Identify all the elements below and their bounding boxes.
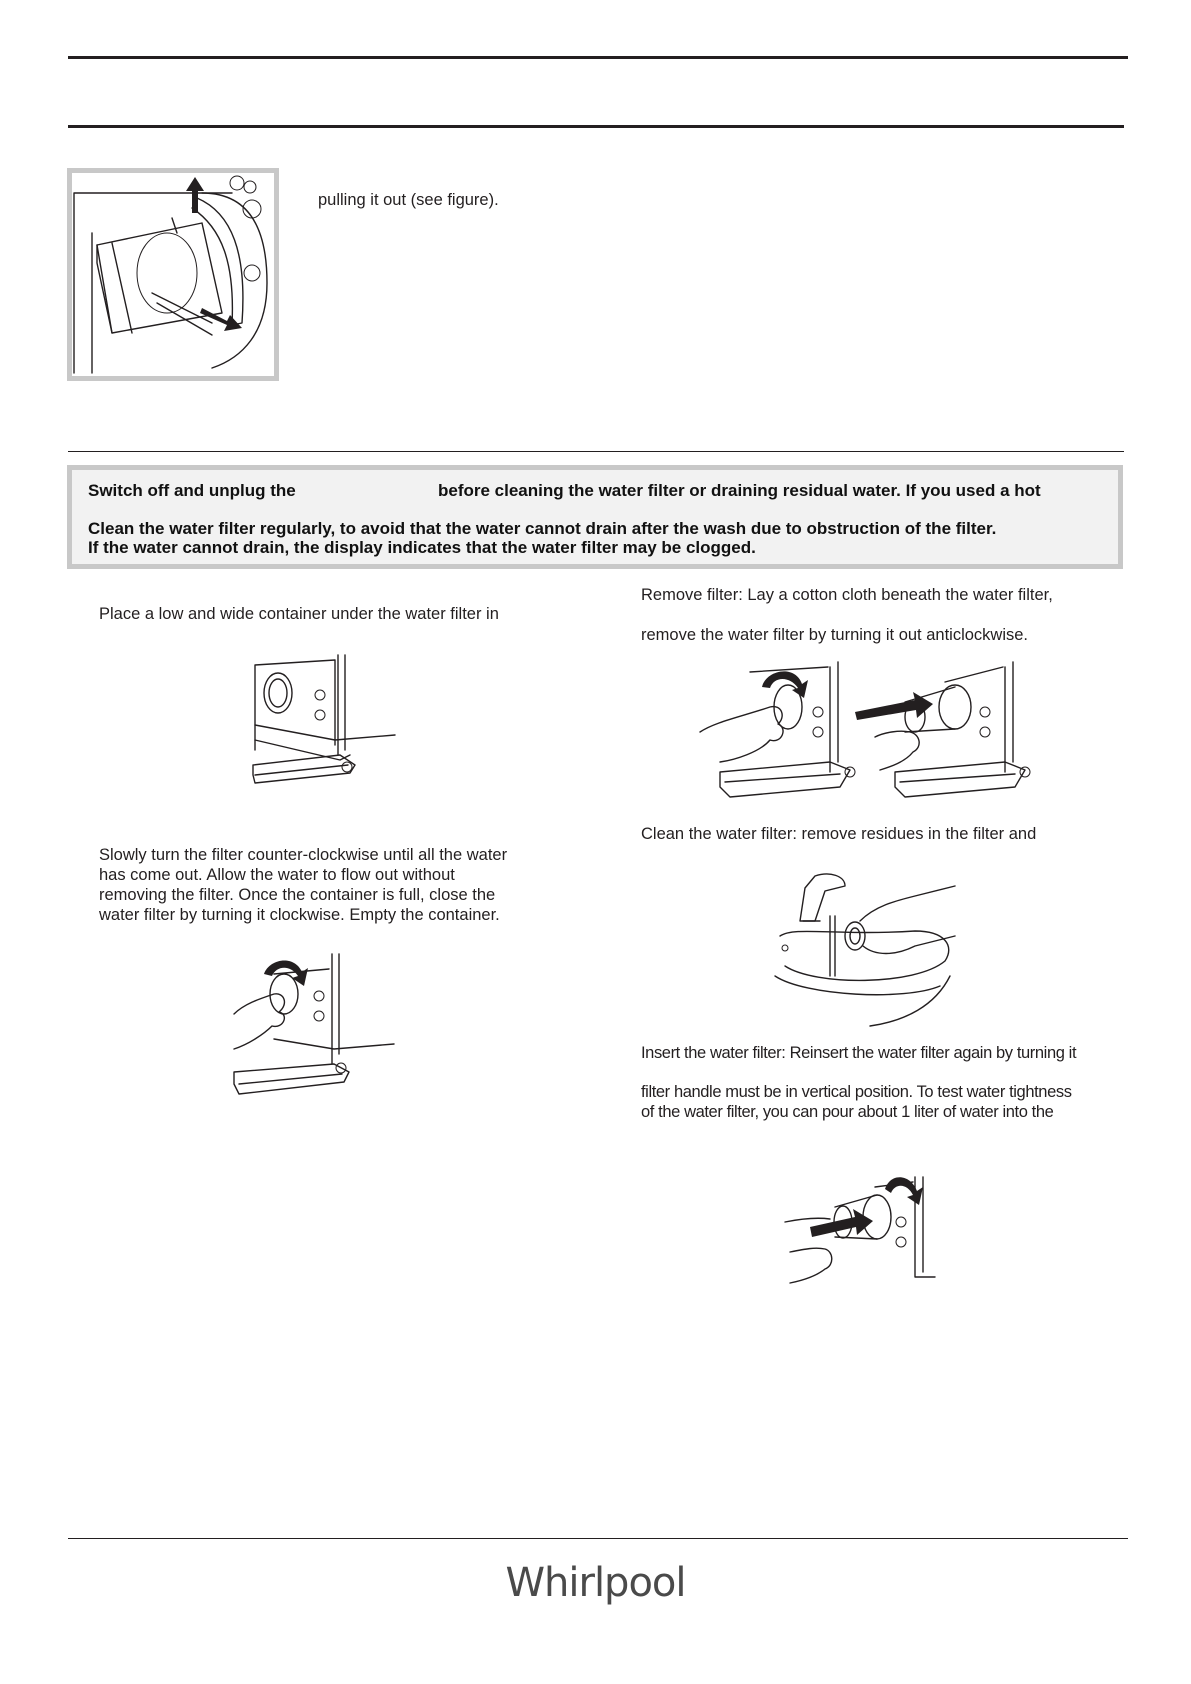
step-insert-filter-3: of the water filter, you can pour about 1 liter of water into the <box>641 1103 1054 1121</box>
step-slowly-turn-4: water filter by turning it clockwise. Empty the container. <box>99 906 500 924</box>
step-slowly-turn-1: Slowly turn the filter counter-clockwise until all the water <box>99 846 508 864</box>
insert-filter-figure <box>785 1177 955 1317</box>
step-clean-filter: Clean the water filter: remove residues in the filter and <box>641 825 1037 843</box>
warning-line-1a: Switch off and unplug the <box>88 481 296 500</box>
section-rule <box>68 451 1124 452</box>
warning-line-2: Clean the water filter regularly, to avoid that the water cannot drain after the wash due to obstruction of the filter. <box>88 519 997 538</box>
top-rule <box>68 56 1128 59</box>
step-insert-filter-1: Insert the water filter: Reinsert the water filter again by turning it <box>641 1044 1077 1062</box>
step-place-container: Place a low and wide container under the water filter in <box>99 605 499 623</box>
step-insert-filter-2: filter handle must be in vertical position. To test water tightness <box>641 1083 1072 1101</box>
clean-filter-figure <box>775 876 965 1036</box>
dispenser-figure <box>67 168 279 381</box>
remove-filter-figure-2 <box>875 662 1045 812</box>
warning-line-1b: before cleaning the water filter or draining residual water. If you used a hot <box>438 481 1041 500</box>
step-remove-filter-2: remove the water filter by turning it out anticlockwise. <box>641 626 1029 644</box>
remove-filter-figure-1 <box>700 662 870 812</box>
container-figure <box>250 655 410 805</box>
step-slowly-turn-3: removing the filter. Once the container is full, close the <box>99 886 496 904</box>
turn-filter-figure <box>234 954 404 1114</box>
warning-line-3: If the water cannot drain, the display indicates that the water filter may be clogged. <box>88 538 756 557</box>
warning-box <box>67 465 1123 569</box>
footer-rule <box>68 1538 1128 1539</box>
whirlpool-logo: Whirlpool <box>505 1560 686 1606</box>
step-remove-filter-1: Remove filter: Lay a cotton cloth beneath the water filter, <box>641 586 1053 604</box>
header-rule <box>68 125 1124 128</box>
dispenser-text: pulling it out (see figure). <box>318 191 499 209</box>
step-slowly-turn-2: has come out. Allow the water to flow out without <box>99 866 455 884</box>
